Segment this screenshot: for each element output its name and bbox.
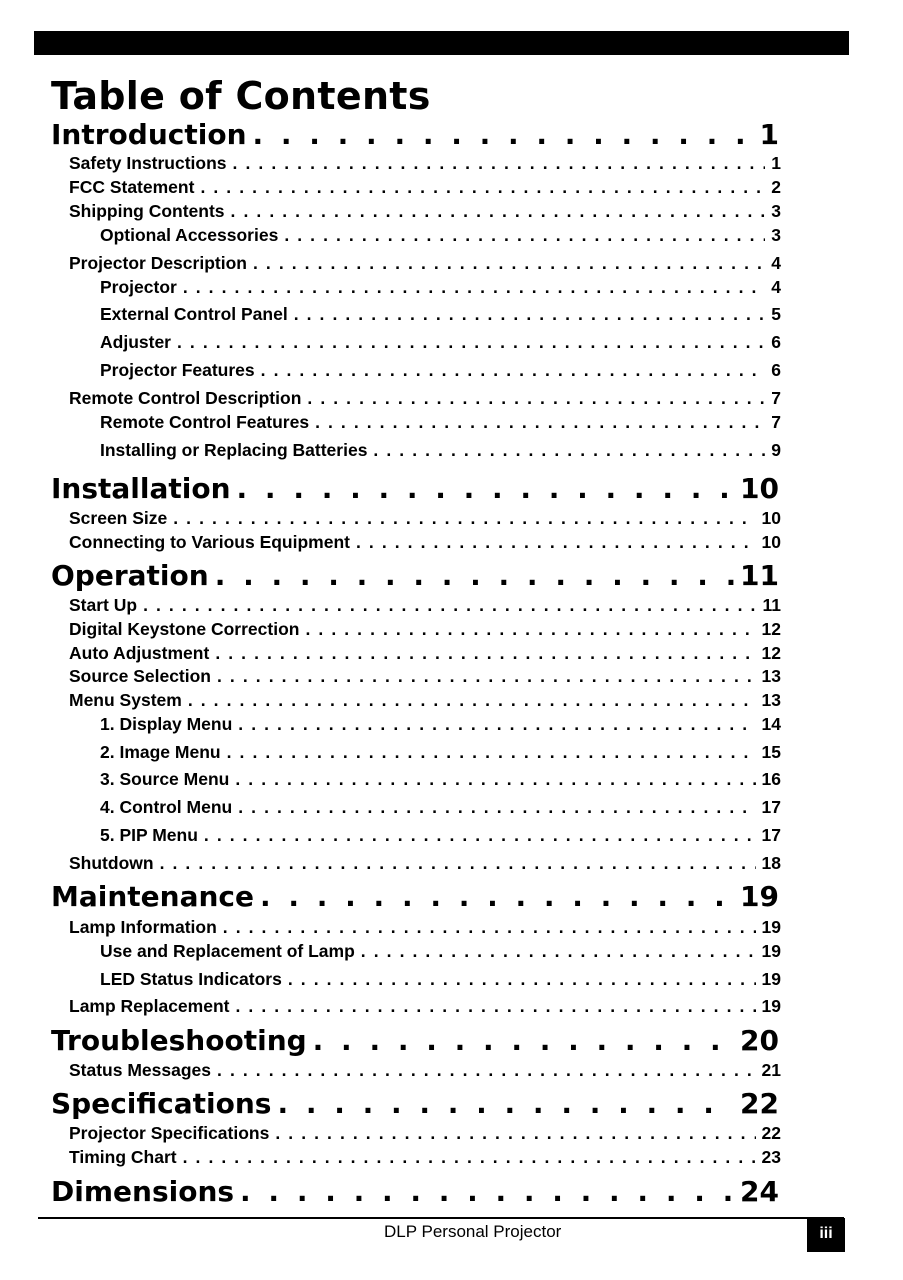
toc-page-number: 5	[771, 304, 781, 324]
toc-leader-dots	[231, 200, 766, 222]
toc-label: Status Messages	[69, 1060, 212, 1080]
toc-label: Start Up	[69, 595, 138, 615]
toc-leader-dots	[238, 796, 755, 818]
toc-label: Shipping Contents	[69, 201, 225, 221]
toc-leader-dots	[160, 852, 756, 874]
toc-subentry[interactable]	[100, 824, 781, 846]
toc-leader-dots	[313, 1024, 734, 1058]
toc-leader-dots	[361, 940, 756, 962]
toc-entry[interactable]	[69, 1146, 781, 1168]
toc-leader-dots	[305, 618, 755, 640]
toc-label: Lamp Replacement	[69, 996, 230, 1016]
toc-subentry[interactable]	[100, 276, 781, 298]
toc-page-number: 14	[761, 714, 781, 734]
toc-label: Remote Control Features	[100, 412, 310, 432]
toc-leader-dots	[235, 768, 755, 790]
toc-leader-dots	[261, 359, 766, 381]
toc-label: 5. PIP Menu	[100, 825, 198, 845]
toc-entry[interactable]	[69, 1122, 781, 1144]
toc-subentry[interactable]	[100, 940, 781, 962]
toc-label: 3. Source Menu	[100, 769, 230, 789]
toc-section[interactable]	[51, 1087, 779, 1121]
toc-label: Projector Specifications	[69, 1123, 270, 1143]
toc-leader-dots	[173, 507, 755, 529]
toc-entry[interactable]	[69, 852, 781, 874]
toc-subentry[interactable]	[100, 303, 781, 325]
toc-entry[interactable]	[69, 618, 781, 640]
toc-leader-dots	[215, 642, 755, 664]
toc-subentry[interactable]	[100, 224, 781, 246]
footer-product-name: DLP Personal Projector	[384, 1222, 562, 1241]
toc-entry[interactable]	[69, 689, 781, 711]
toc-label: Installing or Replacing Batteries	[100, 440, 368, 460]
toc-label: Auto Adjustment	[69, 643, 210, 663]
toc-page-number: 19	[761, 969, 781, 989]
toc-page-number: 21	[761, 1060, 781, 1080]
toc-label: FCC Statement	[69, 177, 195, 197]
toc-leader-dots	[253, 252, 765, 274]
toc-label: Troubleshooting	[51, 1024, 307, 1057]
toc-page-number: 19	[761, 941, 781, 961]
toc-page-number: 1	[771, 153, 781, 173]
toc-label: Digital Keystone Correction	[69, 619, 300, 639]
toc-leader-dots	[315, 411, 765, 433]
toc-leader-dots	[188, 689, 756, 711]
toc-label: 4. Control Menu	[100, 797, 233, 817]
toc-leader-dots	[284, 224, 765, 246]
toc-entry[interactable]	[69, 152, 781, 174]
toc-page-number: 17	[761, 797, 781, 817]
toc-page-number: 15	[761, 742, 781, 762]
toc-label: Remote Control Description	[69, 388, 302, 408]
toc-label: External Control Panel	[100, 304, 288, 324]
toc-page-number: 22	[761, 1123, 781, 1143]
toc-subentry[interactable]	[100, 359, 781, 381]
toc-leader-dots	[260, 880, 734, 914]
toc-subentry[interactable]	[100, 411, 781, 433]
toc-leader-dots	[356, 531, 756, 553]
toc-page-number: 11	[740, 559, 779, 592]
toc-leader-dots	[200, 176, 765, 198]
toc-page-number: 19	[740, 880, 779, 913]
page-title: Table of Contents	[51, 74, 431, 118]
toc-label: Source Selection	[69, 666, 211, 686]
toc-label: Operation	[51, 559, 209, 592]
toc-entry[interactable]	[69, 1059, 781, 1081]
toc-page-number: 23	[761, 1147, 781, 1167]
toc-leader-dots	[177, 331, 765, 353]
toc-page-number: 1	[759, 118, 779, 151]
toc-section[interactable]	[51, 118, 779, 152]
toc-leader-dots	[373, 439, 765, 461]
toc-entry[interactable]	[69, 200, 781, 222]
toc-leader-dots	[237, 472, 734, 506]
toc-label: Maintenance	[51, 880, 255, 913]
toc-leader-dots	[183, 1146, 756, 1168]
toc-subentry[interactable]	[100, 768, 781, 790]
toc-label: Specifications	[51, 1087, 272, 1120]
toc-page-number: 20	[740, 1024, 779, 1057]
toc-entry[interactable]	[69, 665, 781, 687]
toc-leader-dots	[294, 303, 766, 325]
toc-page-number: 16	[761, 769, 781, 789]
toc-label: LED Status Indicators	[100, 969, 282, 989]
toc-section[interactable]	[51, 1024, 779, 1058]
toc-subentry[interactable]	[100, 331, 781, 353]
toc-label: Connecting to Various Equipment	[69, 532, 350, 552]
toc-entry[interactable]	[69, 531, 781, 553]
toc-section[interactable]	[51, 559, 779, 593]
toc-leader-dots	[204, 824, 756, 846]
toc-leader-dots	[238, 713, 755, 735]
toc-page-number: 22	[740, 1087, 779, 1120]
toc-page-number: 10	[761, 532, 781, 552]
toc-leader-dots	[217, 665, 756, 687]
toc-page-number: 4	[771, 277, 781, 297]
toc-section[interactable]	[51, 880, 779, 914]
toc-leader-dots	[217, 1059, 756, 1081]
toc-label: 1. Display Menu	[100, 714, 233, 734]
toc-label: Installation	[51, 472, 231, 505]
toc-page-number: 24	[740, 1175, 779, 1208]
toc-page-number: 6	[771, 332, 781, 352]
toc-page-number: 7	[771, 412, 781, 432]
toc-subentry[interactable]	[100, 968, 781, 990]
toc-label: Projector Features	[100, 360, 255, 380]
toc-leader-dots	[240, 1175, 734, 1209]
toc-section[interactable]	[51, 472, 779, 506]
toc-label: Projector	[100, 277, 177, 297]
toc-label: Dimensions	[51, 1175, 235, 1208]
toc-leader-dots	[253, 118, 754, 152]
toc-page-number: 12	[761, 619, 781, 639]
toc-entry[interactable]	[69, 594, 781, 616]
toc-page-number: 3	[771, 201, 781, 221]
toc-page-number: 13	[761, 666, 781, 686]
toc-entry[interactable]	[69, 176, 781, 198]
toc-page-number: 11	[762, 595, 781, 615]
toc-section[interactable]	[51, 1175, 779, 1209]
toc-entry[interactable]	[69, 507, 781, 529]
toc-leader-dots	[227, 741, 756, 763]
footer-rule	[38, 1217, 844, 1219]
toc-page-number: 9	[771, 440, 781, 460]
toc-label: Shutdown	[69, 853, 154, 873]
toc-leader-dots	[223, 916, 756, 938]
toc-leader-dots	[307, 387, 765, 409]
toc-label: Use and Replacement of Lamp	[100, 941, 355, 961]
toc-page-number: 19	[761, 917, 781, 937]
toc-label: 2. Image Menu	[100, 742, 221, 762]
toc-page-number: 13	[761, 690, 781, 710]
toc-entry[interactable]	[69, 387, 781, 409]
toc-page-number: 6	[771, 360, 781, 380]
toc-leader-dots	[277, 1087, 734, 1121]
toc-page-number: 3	[771, 225, 781, 245]
toc-entry[interactable]	[69, 252, 781, 274]
toc-subentry[interactable]	[100, 741, 781, 763]
toc-page-number: 12	[761, 643, 781, 663]
toc-label: Projector Description	[69, 253, 247, 273]
toc-entry[interactable]	[69, 642, 781, 664]
toc-leader-dots	[288, 968, 756, 990]
toc-page-number: 7	[771, 388, 781, 408]
toc-leader-dots	[275, 1122, 755, 1144]
toc-entry[interactable]	[69, 995, 781, 1017]
toc-label: Timing Chart	[69, 1147, 177, 1167]
toc-leader-dots	[233, 152, 766, 174]
toc-label: Adjuster	[100, 332, 171, 352]
toc-page-number: 10	[761, 508, 781, 528]
toc-leader-dots	[215, 559, 734, 593]
toc-subentry[interactable]	[100, 796, 781, 818]
toc-subentry[interactable]	[100, 439, 781, 461]
toc-page-number: 18	[761, 853, 781, 873]
toc-label: Optional Accessories	[100, 225, 279, 245]
footer-page-number: iii	[807, 1218, 845, 1252]
toc-label: Safety Instructions	[69, 153, 227, 173]
toc-leader-dots	[235, 995, 755, 1017]
toc-label: Screen Size	[69, 508, 168, 528]
toc-page-number: 19	[761, 996, 781, 1016]
toc-page-number: 4	[771, 253, 781, 273]
toc-entry[interactable]	[69, 916, 781, 938]
toc-label: Introduction	[51, 118, 247, 151]
toc-label: Menu System	[69, 690, 182, 710]
toc-subentry[interactable]	[100, 713, 781, 735]
toc-label: Lamp Information	[69, 917, 217, 937]
toc-leader-dots	[183, 276, 765, 298]
toc-page-number: 10	[740, 472, 779, 505]
toc-page-number: 2	[771, 177, 781, 197]
toc-leader-dots	[143, 594, 756, 616]
toc-page-number: 17	[761, 825, 781, 845]
